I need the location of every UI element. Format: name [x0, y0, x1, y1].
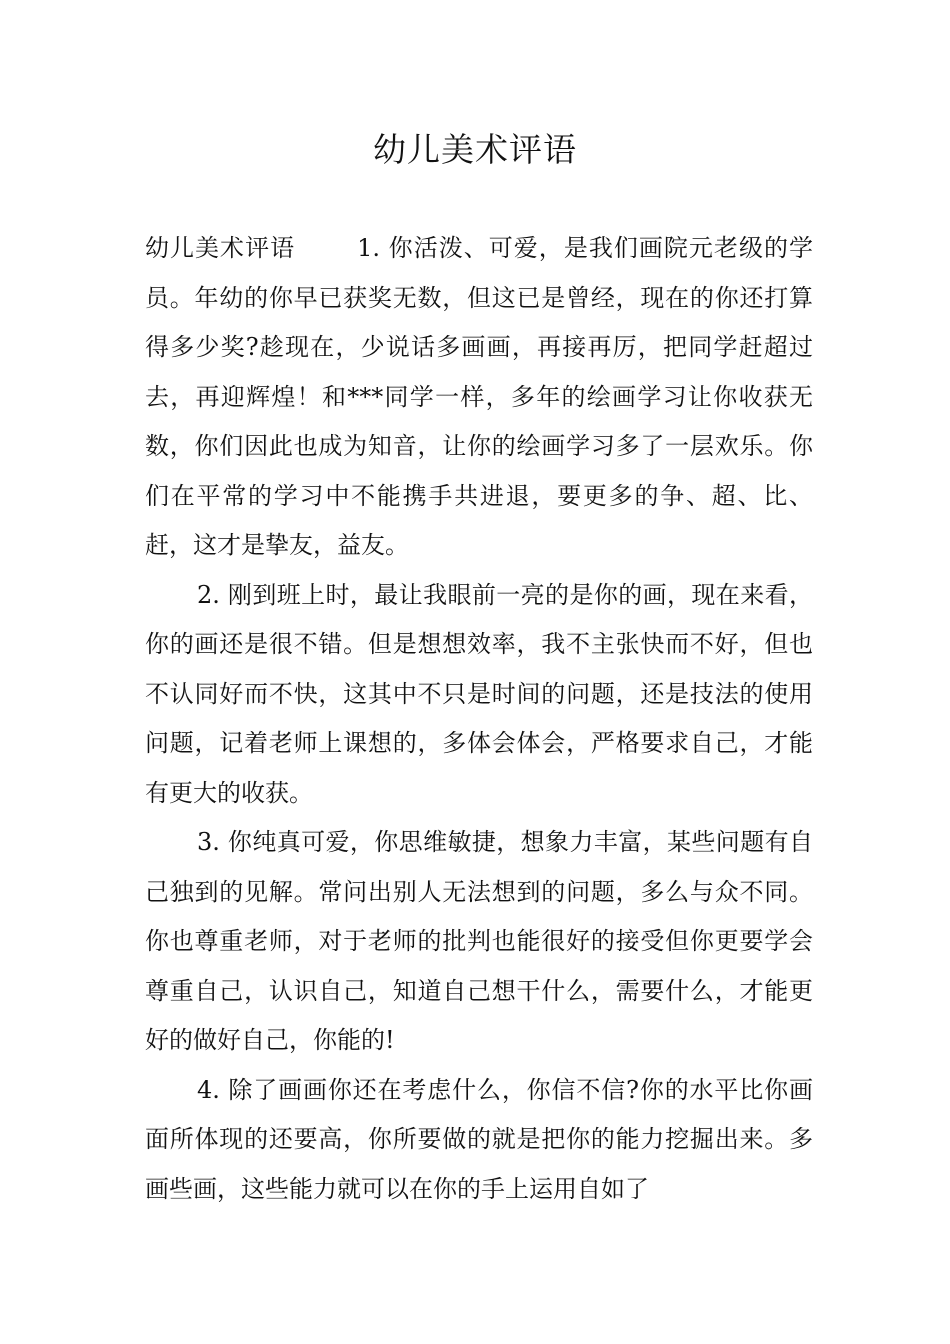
paragraph-2: 2. 刚到班上时，最让我眼前一亮的是你的画，现在来看，你的画还是很不错。但是想想效率，我不主张快而不好，但也不认同好而不快，这其中不只是时间的问题，还是技法的使用问题，记着老师上课想的，多体会体会，严格要求自己，才能有更大的收获。: [145, 580, 813, 807]
document-body: [145, 224, 813, 1214]
paragraph-1-lead: 幼儿美术评语: [145, 234, 296, 262]
paragraph-4: 4. 除了画画你还在考虑什么，你信不信?你的水平比你画面所体现的还要高，你所要做的就是把你的能力挖掘出来。多画些画，这些能力就可以在你的手上运用自如了: [145, 1075, 813, 1203]
document-title: 幼儿美术评语: [373, 130, 577, 169]
paragraph-3: 3. 你纯真可爱，你思维敏捷，想象力丰富，某些问题有自己独到的见解。常问出别人无法想到的问题，多么与众不同。你也尊重老师，对于老师的批判也能很好的接受但你更要学会尊重自己，认识自己，知道自己想干什么，需要什么，才能更好的做好自己，你能的!: [145, 828, 813, 1054]
paragraph-1-text: 1. 你活泼、可爱，是我们画院元老级的学员。年幼的你早已获奖无数，但这已是曾经，现在的你还打算得多少奖?趁现在，少说话多画画，再接再厉，把同学赶超过去，再迎辉煌！和***同学一样，多年的绘画学习让你收获无数，你们因此也成为知音，让你的绘画学习多了一层欢乐。你们在平常的学习中不能携手共进退，要更多的争、超、比、赶，这才是挚友，益友。: [145, 234, 813, 559]
paragraph-1: [145, 224, 813, 571]
